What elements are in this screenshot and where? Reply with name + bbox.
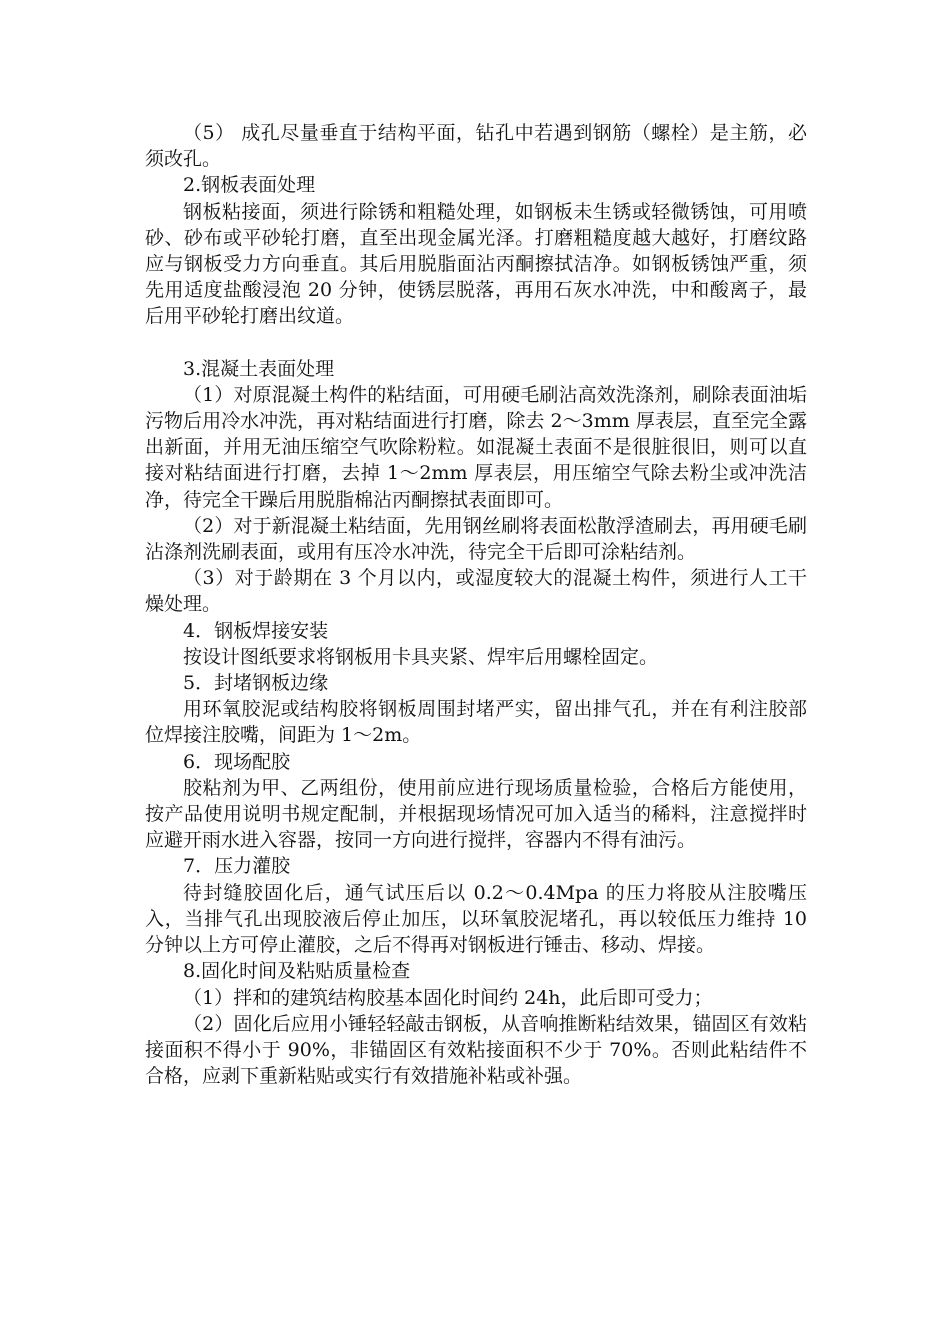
heading-welding: 4．钢板焊接安装 — [183, 619, 329, 642]
paragraph-spacer — [145, 330, 807, 356]
paragraph-concrete-young: （3）对于龄期在 3 个月以内，或湿度较大的混凝土构件，须进行人工干燥处理。 — [145, 567, 807, 616]
heading-glue-mixing: 6．现场配胶 — [183, 750, 291, 773]
paragraph-glue-mixing: 胶粘剂为甲、乙两组份，使用前应进行现场质量检验，合格后方能使用，按产品使用说明书规定配制，并根据现场情况可加入适当的稀料，注意搅拌时应避开雨水进入容器，按同一方向进行搅拌，容器内不得有油污。 — [145, 776, 807, 852]
heading-curing-inspection: 8.固化时间及粘贴质量检查 — [183, 960, 411, 983]
paragraph-concrete-new: （2）对于新混凝土粘结面，先用钢丝刷将表面松散浮渣刷去，再用硬毛刷沾涤剂洗刷表面，或用有压冷水冲洗，待完全干后即可涂粘结剂。 — [145, 514, 807, 564]
paragraph-welding: 按设计图纸要求将钢板用卡具夹紧、焊牢后用螺栓固定。 — [183, 645, 659, 668]
paragraph-quality-check: （2）固化后应用小锤轻轻敲击钢板，从音响推断粘结效果，锚固区有效粘接面积不得小于 90%，非锚固区有效粘接面积不少于 70%。否则此粘结件不合格，应剥下重新粘贴或实行有效措施补粘或补强。 — [145, 1012, 807, 1088]
document-body — [145, 120, 807, 1089]
paragraph-sealing: 用环氧胶泥或结构胶将钢板周围封堵严实，留出排气孔，并在有利注胶部位焊接注胶嘴，间距为 1～2m。 — [145, 698, 807, 747]
paragraph-pressure-grouting: 待封缝胶固化后，通气试压后以 0.2～0.4Mpa 的压力将胶从注胶嘴压入，当排气孔出现胶液后停止加压，以环氧胶泥堵孔，再以较低压力维持 10 分钟以上方可停止灌胶，之后不得再对钢板进行锤击、移动、焊接。 — [145, 881, 807, 957]
heading-pressure-grouting: 7．压力灌胶 — [183, 855, 291, 878]
paragraph-concrete-old: （1）对原混凝土构件的粘结面，可用硬毛刷沾高效洗涤剂，刷除表面油垢污物后用冷水冲洗，再对粘结面进行打磨，除去 2～3mm 厚表层，直至完全露出新面，并用无油压缩空气吹除粉粒。如混凝土表面不是很脏很旧，则可以直接对粘结面进行打磨，去掉 1～2mm 厚表层，用压缩空气除去粉尘或冲洗洁净，待完全干躁后用脱脂棉沾丙酮擦拭表面即可。 — [145, 383, 807, 511]
heading-concrete-surface: 3.混凝土表面处理 — [183, 357, 335, 380]
heading-steel-surface: 2.钢板表面处理 — [183, 174, 316, 197]
heading-sealing: 5．封堵钢板边缘 — [183, 672, 329, 695]
paragraph-drilling: （5） 成孔尽量垂直于结构平面，钻孔中若遇到钢筋（螺栓）是主筋，必须改孔。 — [145, 122, 807, 171]
paragraph-curing-time: （1）拌和的建筑结构胶基本固化时间约 24h，此后即可受力； — [183, 986, 713, 1009]
paragraph-steel-surface: 钢板粘接面，须进行除锈和粗糙处理，如钢板未生锈或轻微锈蚀，可用喷砂、砂布或平砂轮打磨，直至出现金属光泽。打磨粗糙度越大越好，打磨纹路应与钢板受力方向垂直。其后用脱脂面沾丙酮擦拭洁净。如钢板锈蚀严重，须先用适度盐酸浸泡 20 分钟，使锈层脱落，再用石灰水冲洗，中和酸离子，最后用平砂轮打磨出纹道。 — [145, 200, 807, 328]
